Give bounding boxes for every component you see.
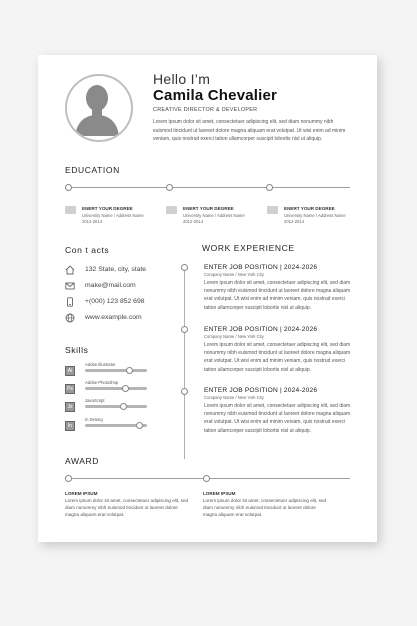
award-title: AWARD bbox=[65, 456, 100, 466]
timeline-dot bbox=[166, 184, 173, 191]
award-item-title: LOREM IPSUM bbox=[203, 491, 236, 496]
job-description: Lorem ipsum dolor sit amet, consectetuer adipiscing elit, sed diam nonummy nibh euismod tincidunt ut laoreet dolore magna aliquam erat volutpat. Ut wisi enim ad minim veniam, quis nostrud exerci tation ullamcorper suscipit lobortis nisl ut aliquip. bbox=[204, 403, 351, 434]
job-description: Lorem ipsum dolor sit amet, consectetuer adipiscing elit, sed diam nonummy nibh euismod tincidunt ut laoreet dolore magna aliquam erat volutpat. Ut wisi enim ad minim veniam, quis nostrud exerci tation ullamcorper suscipit lobortis nisl ut aliquip. bbox=[204, 342, 351, 373]
skill-level-knob bbox=[122, 385, 129, 392]
person-silhouette-icon bbox=[67, 76, 127, 136]
skill-label: In Desing bbox=[85, 417, 103, 422]
address-text: 132 State, city, state bbox=[85, 266, 147, 273]
skill-label: Adobe Photoshop bbox=[85, 380, 119, 385]
award-item-description: Lorem ipsum dolor sit amet, consectetuer adipiscing elit, sed diam nonummy nibh euismod tincidunt ut laoreet dolore magna aliquam erat volutpat. bbox=[203, 498, 327, 517]
job-title: ENTER JOB POSITION | 2024-2026 bbox=[204, 387, 318, 394]
award-item bbox=[203, 491, 328, 518]
skills-title: Skills bbox=[65, 345, 89, 355]
skill-level-knob bbox=[120, 403, 127, 410]
award-item-title: LOREM IPSUM bbox=[65, 491, 98, 496]
timeline-dot bbox=[203, 475, 210, 482]
email-text: make@mail.com bbox=[85, 282, 136, 289]
job-entry bbox=[204, 264, 352, 312]
graduation-cap-icon bbox=[267, 206, 278, 214]
mail-icon bbox=[65, 281, 75, 291]
job-description: Lorem ipsum dolor sit amet, consectetuer adipiscing elit, sed diam nonummy nibh euismod tincidunt ut laoreet dolore magna aliquam erat volutpat. Ut wisi enim ad minim veniam, quis nostrud exerci tation ullamcorper suscipit lobortis nisl ut aliquip. bbox=[204, 280, 351, 311]
award-item bbox=[65, 491, 190, 518]
timeline-dot bbox=[181, 326, 188, 333]
greeting: Hello I’m bbox=[153, 71, 211, 87]
job-entry bbox=[204, 387, 352, 435]
phone-icon bbox=[65, 297, 75, 307]
skill-badge-icon: Ps bbox=[65, 384, 75, 394]
work-experience-title: WORK EXPERIENCE bbox=[202, 243, 295, 253]
job-title: ENTER JOB POSITION | 2024-2026 bbox=[204, 264, 318, 271]
degree-title: ENERT YOUR DEGREE bbox=[82, 206, 133, 211]
skill-level-bar bbox=[85, 387, 147, 390]
university-name: University Name / Address Name bbox=[82, 213, 144, 218]
timeline-dot bbox=[181, 264, 188, 271]
skill-level-bar bbox=[85, 405, 147, 408]
education-years: 2012-2014 bbox=[183, 219, 204, 224]
person-name: Camila Chevalier bbox=[153, 87, 278, 104]
education-years: 2012-2014 bbox=[82, 219, 103, 224]
education-years: 2012-2014 bbox=[284, 219, 305, 224]
degree-title: ENERT YOUR DEGREE bbox=[284, 206, 335, 211]
website-text: www.example.com bbox=[85, 314, 142, 321]
work-timeline bbox=[184, 266, 185, 459]
job-title: ENTER JOB POSITION | 2024-2026 bbox=[204, 326, 318, 333]
award-item-description: Lorem ipsum dolor sit amet, consectetuer adipiscing elit, sed diam nonummy nibh euismod tincidunt ut laoreet dolore magna aliquam erat volutpat. bbox=[65, 498, 189, 517]
university-name: University Name / Address Name bbox=[183, 213, 245, 218]
contacts-title: Con t acts bbox=[65, 245, 110, 255]
home-icon bbox=[65, 265, 75, 275]
skill-badge-icon: Js bbox=[65, 402, 75, 412]
intro-paragraph: Lorem ipsum dolor sit amet, consectetuer adipiscing elit, sed diam nonummy nibh euismod tincidunt ut laoreet dolore magna aliquam erat volutpat. Ut wisi enim ad minim veniam, quis nostrud exerci tation ullamcorper suscipit lobortis nisl ut aliquip. bbox=[153, 119, 346, 142]
graduation-cap-icon bbox=[166, 206, 177, 214]
graduation-cap-icon bbox=[65, 206, 76, 214]
skill-level-knob bbox=[136, 422, 143, 429]
skill-level-bar bbox=[85, 369, 147, 372]
skill-badge-icon: In bbox=[65, 421, 75, 431]
job-entry bbox=[204, 326, 352, 374]
skill-label: JavaScript bbox=[85, 398, 105, 403]
education-timeline bbox=[69, 187, 350, 188]
job-company: Company Name / New York City bbox=[204, 334, 264, 339]
globe-icon bbox=[65, 313, 75, 323]
skill-badge-icon: Ai bbox=[65, 366, 75, 376]
job-company: Company Name / New York City bbox=[204, 272, 264, 277]
job-role: CREATIVE DIRECTOR & DEVELOPER bbox=[153, 107, 258, 113]
timeline-dot bbox=[65, 475, 72, 482]
phone-text: +(000) 123 852 698 bbox=[85, 298, 145, 305]
degree-title: ENERT YOUR DEGREE bbox=[183, 206, 234, 211]
job-company: Company Name / New York City bbox=[204, 395, 264, 400]
skill-level-knob bbox=[126, 367, 133, 374]
skill-label: Adobe Illustrator bbox=[85, 362, 116, 367]
skill-level-bar bbox=[85, 424, 147, 427]
resume-sheet bbox=[38, 55, 377, 542]
education-title: EDUCATION bbox=[65, 165, 120, 175]
timeline-dot bbox=[181, 388, 188, 395]
profile-photo bbox=[65, 74, 133, 142]
timeline-dot bbox=[266, 184, 273, 191]
university-name: University Name / Address Name bbox=[284, 213, 346, 218]
timeline-dot bbox=[65, 184, 72, 191]
